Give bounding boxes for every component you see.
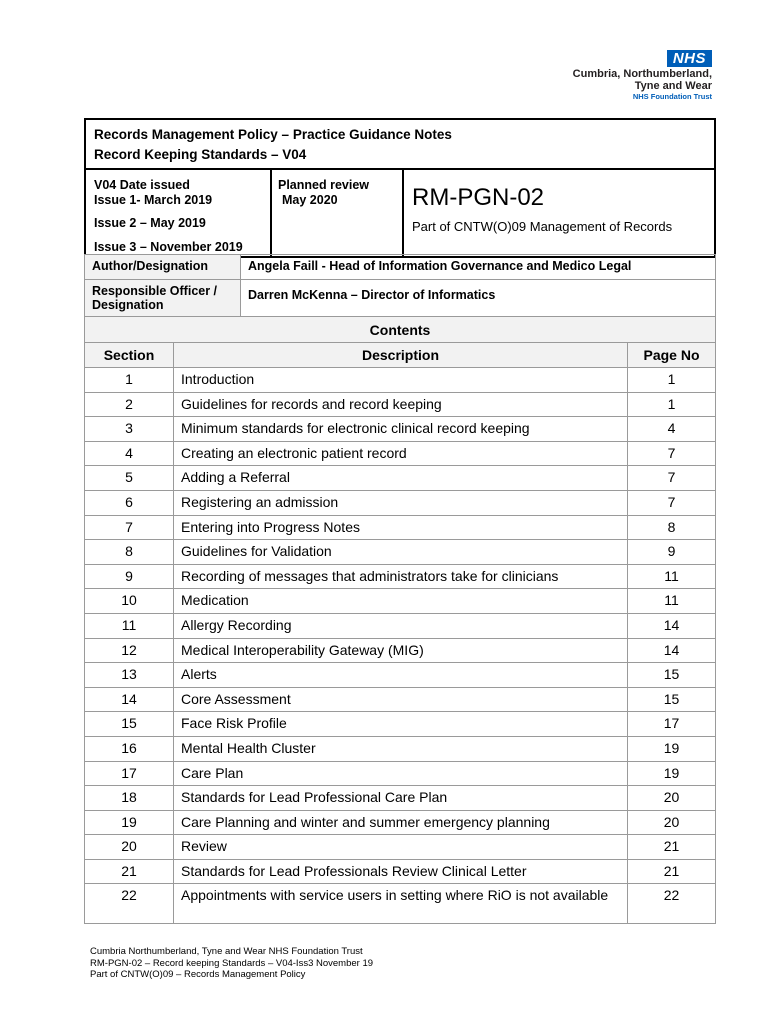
row-page: 1	[628, 368, 716, 393]
row-section: 17	[85, 761, 174, 786]
row-page: 22	[628, 884, 716, 924]
issue-dates	[86, 170, 272, 256]
document-code-block	[404, 170, 714, 256]
table-row	[85, 884, 716, 924]
col-header-page: Page No	[628, 343, 716, 368]
contents-table	[84, 316, 716, 924]
row-description: Recording of messages that administrators take for clinicians	[174, 564, 628, 589]
row-description: Entering into Progress Notes	[174, 515, 628, 540]
table-row	[85, 368, 716, 393]
row-section: 5	[85, 466, 174, 491]
row-description: Standards for Lead Professionals Review Clinical Letter	[174, 859, 628, 884]
issue-2: Issue 2 – May 2019	[94, 216, 206, 230]
planned-review	[272, 170, 404, 256]
row-section: 10	[85, 589, 174, 614]
author-value: Angela Faill - Head of Information Governance and Medico Legal	[241, 255, 716, 280]
row-section: 3	[85, 417, 174, 442]
row-page: 11	[628, 589, 716, 614]
row-section: 1	[85, 368, 174, 393]
row-description: Minimum standards for electronic clinical record keeping	[174, 417, 628, 442]
document-title	[86, 120, 714, 170]
row-description: Alerts	[174, 663, 628, 688]
row-description: Guidelines for Validation	[174, 540, 628, 565]
table-row	[85, 540, 716, 565]
row-description: Adding a Referral	[174, 466, 628, 491]
footer-line3: Part of CNTW(O)09 – Records Management Policy	[90, 969, 306, 980]
row-page: 21	[628, 835, 716, 860]
row-page: 20	[628, 810, 716, 835]
row-page: 9	[628, 540, 716, 565]
table-row	[85, 466, 716, 491]
row-page: 15	[628, 687, 716, 712]
row-section: 15	[85, 712, 174, 737]
table-row	[85, 736, 716, 761]
author-table	[84, 254, 716, 318]
author-row	[85, 255, 716, 280]
planned-review-date: May 2020	[282, 193, 338, 207]
row-description: Standards for Lead Professional Care Plan	[174, 786, 628, 811]
trust-name-line2: Tyne and Wear	[634, 80, 712, 92]
col-header-description: Description	[174, 343, 628, 368]
date-issued-label: V04 Date issued	[94, 178, 190, 192]
row-section: 11	[85, 613, 174, 638]
row-description: Medical Interoperability Gateway (MIG)	[174, 638, 628, 663]
row-section: 14	[85, 687, 174, 712]
col-header-section: Section	[85, 343, 174, 368]
row-page: 19	[628, 736, 716, 761]
author-label: Author/Designation	[85, 255, 241, 280]
row-page: 8	[628, 515, 716, 540]
table-row	[85, 613, 716, 638]
row-page: 7	[628, 441, 716, 466]
row-page: 1	[628, 392, 716, 417]
row-description: Medication	[174, 589, 628, 614]
trust-name-line1: Cumbria, Northumberland,	[572, 68, 712, 80]
officer-value: Darren McKenna – Director of Informatics	[241, 280, 716, 318]
table-row	[85, 687, 716, 712]
table-row	[85, 417, 716, 442]
page-footer	[90, 946, 373, 981]
document-code: RM-PGN-02	[412, 184, 545, 211]
officer-row	[85, 280, 716, 318]
row-section: 2	[85, 392, 174, 417]
footer-line1: Cumbria Northumberland, Tyne and Wear NHS Foundation Trust	[90, 946, 363, 957]
row-description: Care Plan	[174, 761, 628, 786]
part-of-policy: Part of CNTW(O)09 Management of Records	[412, 219, 673, 234]
table-row	[85, 663, 716, 688]
trust-subtitle: NHS Foundation Trust	[632, 92, 712, 101]
row-page: 15	[628, 663, 716, 688]
table-row	[85, 490, 716, 515]
table-row	[85, 712, 716, 737]
row-description: Allergy Recording	[174, 613, 628, 638]
row-description: Mental Health Cluster	[174, 736, 628, 761]
row-description: Appointments with service users in setting where RiO is not available	[174, 884, 628, 924]
row-description: Registering an admission	[174, 490, 628, 515]
row-page: 7	[628, 466, 716, 491]
row-page: 17	[628, 712, 716, 737]
row-page: 21	[628, 859, 716, 884]
row-section: 9	[85, 564, 174, 589]
table-row	[85, 859, 716, 884]
document-header	[84, 118, 716, 258]
row-section: 18	[85, 786, 174, 811]
row-description: Review	[174, 835, 628, 860]
row-page: 14	[628, 613, 716, 638]
row-description: Care Planning and winter and summer emergency planning	[174, 810, 628, 835]
table-row	[85, 835, 716, 860]
table-row	[85, 441, 716, 466]
row-description: Creating an electronic patient record	[174, 441, 628, 466]
row-page: 19	[628, 761, 716, 786]
table-row	[85, 515, 716, 540]
row-section: 8	[85, 540, 174, 565]
row-description: Core Assessment	[174, 687, 628, 712]
planned-review-label: Planned review	[278, 178, 370, 192]
row-section: 20	[85, 835, 174, 860]
table-row	[85, 810, 716, 835]
title-line1: Records Management Policy – Practice Guidance Notes	[94, 127, 452, 142]
table-row	[85, 392, 716, 417]
footer-line2: RM-PGN-02 – Record keeping Standards – V04-Iss3 November 19	[90, 957, 374, 969]
title-line2: Record Keeping Standards – V04	[94, 147, 307, 162]
row-section: 6	[85, 490, 174, 515]
row-section: 22	[85, 884, 174, 924]
issue-1: Issue 1- March 2019	[94, 193, 213, 207]
row-page: 7	[628, 490, 716, 515]
row-section: 13	[85, 663, 174, 688]
nhs-badge: NHS	[667, 50, 712, 67]
row-section: 19	[85, 810, 174, 835]
row-description: Introduction	[174, 368, 628, 393]
nhs-logo	[532, 50, 712, 101]
row-description: Face Risk Profile	[174, 712, 628, 737]
row-section: 21	[85, 859, 174, 884]
row-page: 11	[628, 564, 716, 589]
table-row	[85, 589, 716, 614]
row-section: 12	[85, 638, 174, 663]
table-row	[85, 761, 716, 786]
row-section: 4	[85, 441, 174, 466]
row-page: 14	[628, 638, 716, 663]
row-description: Guidelines for records and record keeping	[174, 392, 628, 417]
table-row	[85, 786, 716, 811]
row-page: 4	[628, 417, 716, 442]
row-section: 16	[85, 736, 174, 761]
officer-label: Responsible Officer / Designation	[85, 280, 241, 318]
row-section: 7	[85, 515, 174, 540]
issue-3: Issue 3 – November 2019	[94, 240, 243, 254]
table-row	[85, 564, 716, 589]
row-page: 20	[628, 786, 716, 811]
contents-title: Contents	[85, 317, 716, 343]
table-row	[85, 638, 716, 663]
